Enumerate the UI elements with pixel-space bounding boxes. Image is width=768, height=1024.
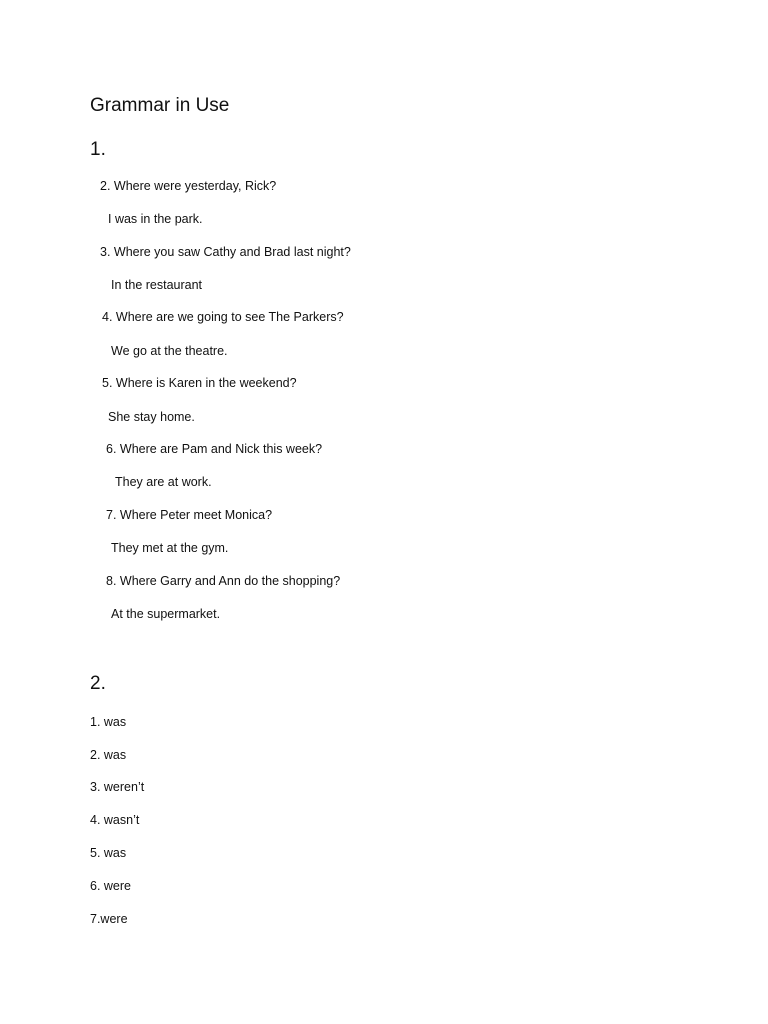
answer-item: 4. wasn’t — [90, 813, 140, 827]
answer-item: She stay home. — [108, 410, 195, 424]
answer-item: In the restaurant — [111, 278, 203, 292]
question-item: 8. Where Garry and Ann do the shopping? — [106, 574, 341, 588]
question-item: 2. Where were yesterday, Rick? — [100, 179, 277, 193]
answer-item: 5. was — [90, 846, 127, 860]
question-item: 4. Where are we going to see The Parkers? — [102, 310, 344, 324]
answer-item: 2. was — [90, 748, 127, 762]
section-2-heading: 2. — [90, 673, 106, 694]
answer-item: At the supermarket. — [111, 607, 221, 621]
answer-item: 7.were — [90, 912, 128, 926]
section-1-heading: 1. — [90, 139, 106, 160]
answer-item: They met at the gym. — [111, 541, 229, 555]
answer-item: 1. was — [90, 715, 127, 729]
answer-item: I was in the park. — [108, 212, 203, 226]
answer-item: 3. weren’t — [90, 780, 145, 794]
document-title: Grammar in Use — [90, 95, 230, 116]
answer-item: We go at the theatre. — [111, 344, 228, 358]
question-item: 7. Where Peter meet Monica? — [106, 508, 273, 522]
question-item: 6. Where are Pam and Nick this week? — [106, 442, 323, 456]
question-item: 3. Where you saw Cathy and Brad last night? — [100, 245, 351, 259]
answer-item: 6. were — [90, 879, 131, 893]
answer-item: They are at work. — [115, 475, 212, 489]
question-item: 5. Where is Karen in the weekend? — [102, 376, 297, 390]
